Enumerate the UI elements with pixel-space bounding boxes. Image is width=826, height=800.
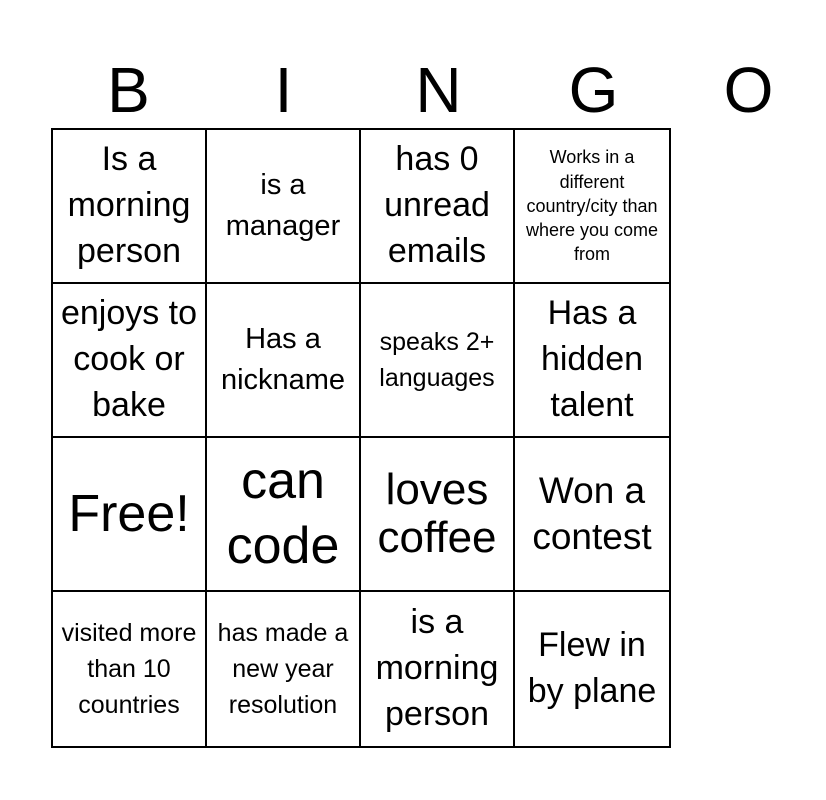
header-letter-o: O (723, 54, 774, 126)
bingo-cell-text: has 0 unread emails (384, 140, 490, 270)
bingo-cell-text: Is a morning person (67, 140, 191, 270)
bingo-cell[interactable] (361, 438, 515, 592)
bingo-header (51, 52, 774, 128)
bingo-cell-text: is a manager (225, 169, 341, 242)
bingo-cell-text: can code (226, 452, 340, 575)
bingo-cell-text: Works in a different country/city than where you come from (525, 147, 659, 265)
bingo-cell[interactable] (53, 592, 207, 746)
bingo-cell[interactable] (515, 592, 669, 746)
bingo-cell-free[interactable] (53, 438, 207, 592)
bingo-cell[interactable] (207, 592, 361, 746)
header-letter-g: G (568, 54, 619, 126)
header-letter-b: B (107, 54, 150, 126)
bingo-cell-text: Won a contest (532, 469, 652, 557)
bingo-cell[interactable] (207, 130, 361, 284)
bingo-cell[interactable] (515, 284, 669, 438)
bingo-cell-text: Has a nickname (220, 323, 346, 396)
bingo-cell[interactable] (53, 284, 207, 438)
bingo-cell[interactable] (53, 130, 207, 284)
header-letter-i: I (274, 54, 293, 126)
bingo-cell[interactable] (207, 438, 361, 592)
bingo-cell[interactable] (207, 284, 361, 438)
bingo-board (51, 128, 671, 748)
bingo-cell[interactable] (361, 130, 515, 284)
bingo-cell-text: has made a new year resolution (217, 618, 349, 720)
bingo-cell[interactable] (361, 284, 515, 438)
bingo-cell-text: speaks 2+ languages (379, 327, 495, 392)
bingo-cell[interactable] (515, 438, 669, 592)
bingo-cell-text: loves coffee (377, 464, 497, 562)
bingo-cell-text: Free! (68, 484, 190, 543)
bingo-cell-text: enjoys to cook or bake (60, 294, 198, 424)
header-letter-n: N (415, 54, 462, 126)
bingo-cell[interactable] (515, 130, 669, 284)
bingo-cell-text: Flew in by plane (527, 626, 657, 710)
bingo-cell-text: is a morning person (375, 603, 499, 733)
bingo-cell[interactable] (361, 592, 515, 746)
bingo-cell-text: visited more than 10 countries (61, 618, 197, 720)
bingo-cell-text: Has a hidden talent (540, 294, 644, 424)
